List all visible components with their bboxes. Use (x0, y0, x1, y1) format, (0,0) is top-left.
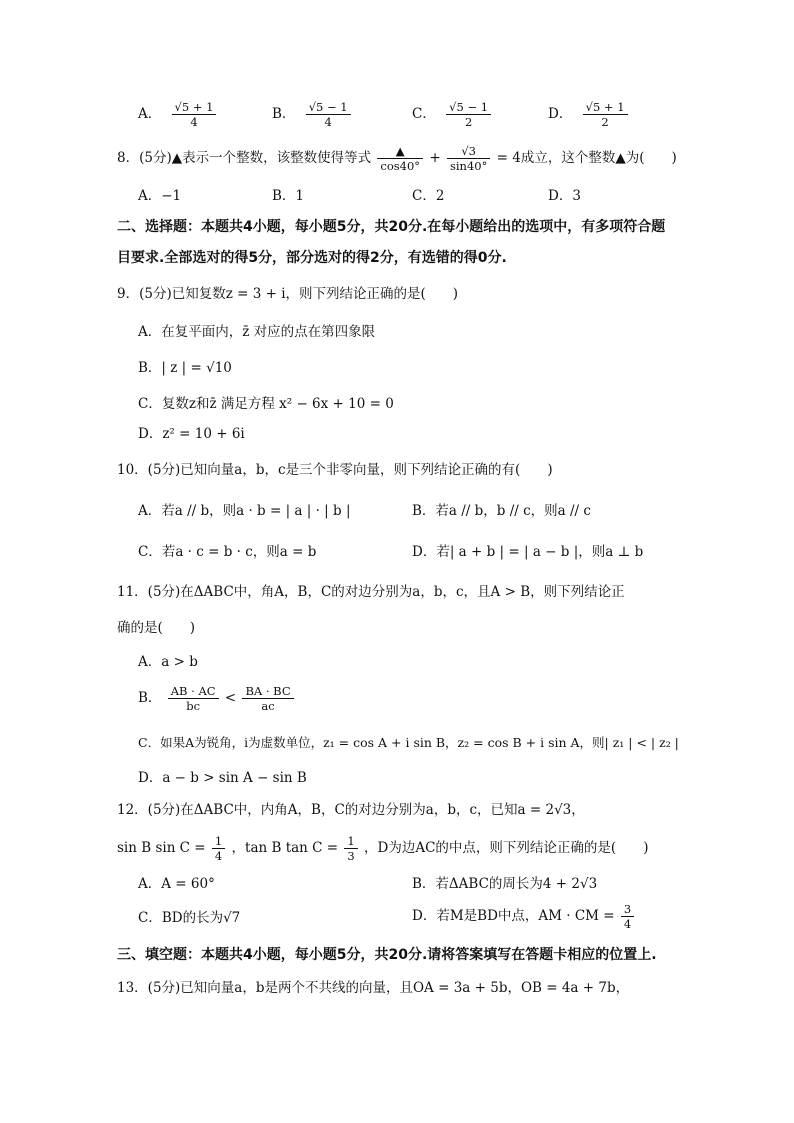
q13-stem: 13．(5分)已知向量a，b是两个不共线的向量，且OA = 3a + 5b，OB = 4a + 7b， (117, 980, 630, 996)
fraction-numerator: BA · BC (242, 684, 293, 699)
q8-stem (117, 144, 677, 173)
q12-stem-text-c: ，D为边AC的中点，则下列结论正确的是( ) (364, 840, 649, 856)
option-letter: B． (138, 690, 162, 706)
fraction-denominator: ac (261, 699, 275, 713)
fraction-numerator: √5 + 1 (583, 100, 628, 115)
q12-option-a: A．A = 60° (138, 876, 215, 892)
fraction-denominator: sin40° (449, 159, 488, 173)
fraction-numerator: ▲ (377, 144, 423, 159)
q8-option-c: C．2 (412, 188, 445, 204)
option-letter: A． (138, 106, 162, 122)
option-fraction (306, 100, 351, 129)
q8-option-a: A．−1 (138, 188, 182, 204)
q9-stem: 9．(5分)已知复数z = 3 + i，则下列结论正确的是( ) (117, 286, 459, 302)
q12-stem-line-1: 12．(5分)在ΔABC中，内角A，B，C的对边分别为a，b，c，已知a = 2√3， (117, 802, 585, 818)
fraction-denominator: 2 (464, 115, 473, 129)
fraction-denominator: 4 (324, 115, 332, 129)
fraction-numerator: 1 (212, 834, 225, 849)
section-2-heading-line-1: 二、选择题：本题共4小题，每小题5分，共20分.在每小题给出的选项中，有多项符合题 (117, 219, 666, 235)
q12-fraction-1 (212, 834, 225, 863)
q9-option-d: D．z² = 10 + 6i (138, 426, 245, 442)
fraction-numerator: √5 − 1 (306, 100, 351, 115)
q12-option-c: C．BD的长为√7 (138, 910, 241, 926)
fraction-numerator: √5 − 1 (446, 100, 491, 115)
q12-stem-text-b: ，tan B tan C = (231, 840, 339, 856)
q10-option-a: A．若a // b，则a · b = | a | · | b | (138, 503, 351, 519)
q11-option-a: A．a > b (138, 654, 198, 670)
q8-text-a: 8．(5分)▲表示一个整数，该整数使得等式 (117, 150, 372, 166)
fraction-denominator: 2 (601, 115, 609, 129)
q11-option-c: C．如果A为锐角，i为虚数单位，z₁ = cos A + i sin B，z₂ = cos B + i sin A，则| z₁ | < | z₂ | (138, 735, 679, 750)
fraction-denominator: 4 (214, 849, 223, 863)
q7-option-b (272, 100, 353, 129)
fraction-denominator: 4 (623, 917, 632, 931)
q8-option-d: D．3 (548, 188, 581, 204)
q12-stem-text-a: sin B sin C = (117, 840, 206, 856)
q10-stem: 10．(5分)已知向量a，b，c是三个非零向量，则下列结论正确的有( ) (117, 462, 553, 478)
plus-sign: + (429, 150, 441, 166)
fraction-denominator: bc (186, 699, 201, 713)
q11-stem-line-2: 确的是( ) (117, 620, 196, 636)
less-than-sign: < (224, 690, 237, 706)
q9-option-a: A．在复平面内，z̄ 对应的点在第四象限 (138, 324, 376, 340)
q10-option-b: B．若a // b，b // c，则a // c (412, 503, 591, 519)
q8-option-b: B．1 (272, 188, 305, 204)
fraction-denominator: cos40° (380, 159, 421, 173)
q11-b-fraction-2 (242, 684, 293, 713)
q11-stem-line-1: 11．(5分)在ΔABC中，角A，B，C的对边分别为a，b，c，且A > B，则下列结论正 (117, 584, 625, 600)
q7-option-d (548, 100, 630, 129)
section-3-heading: 三、填空题：本题共4小题，每小题5分，共20分.请将答案填写在答题卡相应的位置上. (117, 947, 657, 963)
option-fraction (583, 100, 628, 129)
fraction-denominator: 3 (347, 849, 355, 863)
q7-option-a (138, 100, 218, 129)
fraction-numerator: √5 + 1 (172, 100, 217, 115)
q8-text-b: = 4成立，这个整数▲为( ) (496, 150, 677, 166)
option-fraction (172, 100, 217, 129)
q12-option-d-text: D．若M是BD中点，AM · CM = (412, 908, 615, 924)
q9-option-b: B．| z | = √10 (138, 360, 232, 376)
q11-b-fraction-1 (168, 684, 219, 713)
option-letter: D． (548, 106, 573, 122)
q10-option-d: D．若| a + b | = | a − b |，则a ⊥ b (412, 544, 644, 560)
section-2-heading-line-2: 目要求.全部选对的得5分，部分选对的得2分，有选错的得0分. (117, 250, 507, 266)
q12-option-d (412, 902, 636, 931)
option-letter: C． (412, 106, 436, 122)
q12-stem-line-2 (117, 834, 677, 863)
option-fraction (446, 100, 491, 129)
fraction-numerator: 3 (621, 902, 634, 917)
q10-option-c: C．若a · c = b · c，则a = b (138, 544, 317, 560)
q12-option-b: B．若ΔABC的周长为4 + 2√3 (412, 876, 598, 892)
q9-option-c: C．复数z和z̄ 满足方程 x² − 6x + 10 = 0 (138, 396, 394, 412)
q8-fraction-2 (447, 144, 490, 173)
option-letter: B． (272, 106, 296, 122)
q12-d-fraction (621, 902, 634, 931)
q11-option-d: D．a − b > sin A − sin B (138, 770, 307, 786)
q11-option-b (138, 684, 296, 713)
fraction-numerator: 1 (344, 834, 357, 849)
q7-option-c (412, 100, 493, 129)
q12-fraction-2 (344, 834, 357, 863)
fraction-numerator: √3 (447, 144, 490, 159)
fraction-denominator: 4 (190, 115, 198, 129)
fraction-numerator: AB · AC (168, 684, 219, 699)
q8-fraction-1 (377, 144, 423, 173)
